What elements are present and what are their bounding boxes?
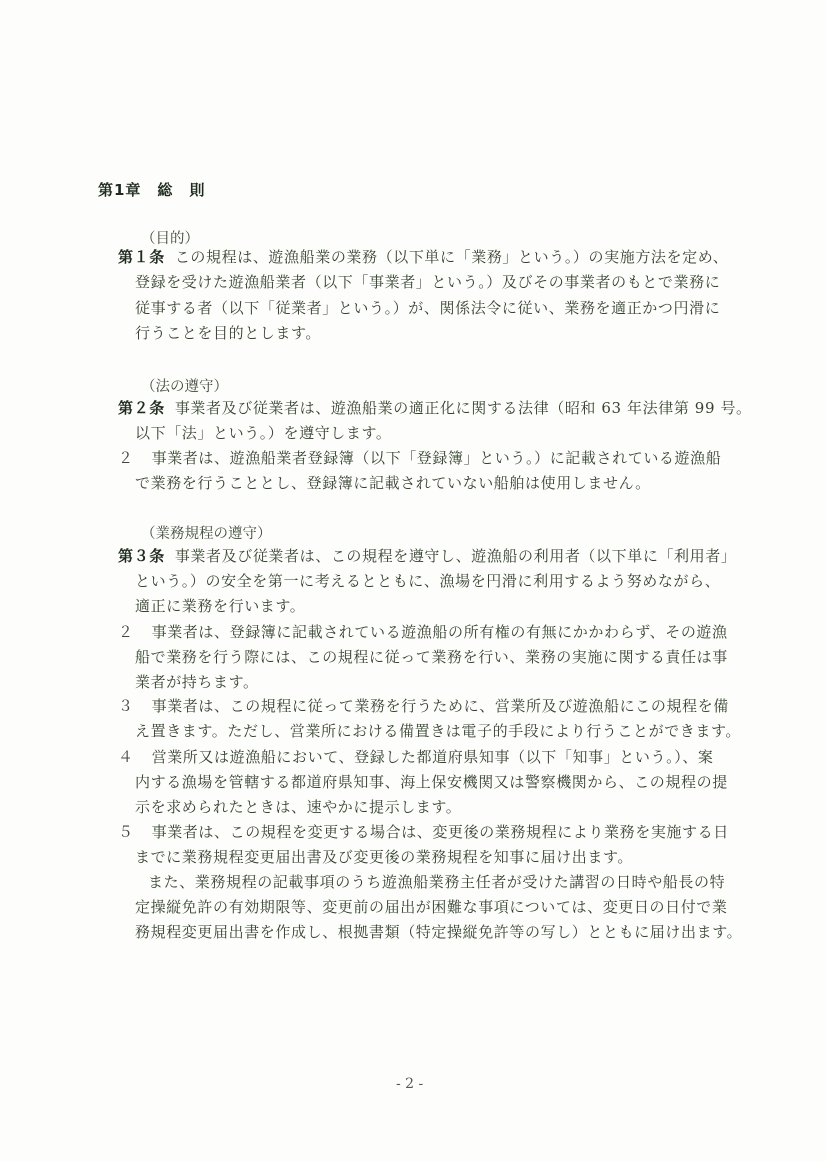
article-3-line-3: 適正に業務を行います。	[135, 597, 306, 615]
article-3-para-4-line-2: 内する漁場を管轄する都道府県知事、海上保安機関又は警察機関から、この規程の提	[135, 773, 728, 791]
article-3-para-2-line-2: 船で業務を行う際には、この規程に従って業務を行い、業務の実施に関する責任は事	[135, 648, 728, 666]
article-3-line-1	[118, 546, 736, 566]
article-3-para-2-text-1: 事業者は、登録簿に記載されている遊漁船の所有権の有無にかかわらず、その遊漁	[151, 623, 728, 641]
article-3-para-4-number: ４	[118, 748, 134, 766]
article-3-para-5-text-1: 事業者は、この規程を変更する場合は、変更後の業務規程により業務を実施する日	[151, 823, 729, 841]
article-2-para-2-number: ２	[118, 449, 134, 467]
article-3-line-2: という。）の安全を第一に考えるとともに、漁場を円滑に利用するよう努めながら、	[135, 572, 721, 590]
article-2-para-2-line-1	[118, 448, 721, 468]
article-1-label: 第１条	[118, 248, 165, 266]
article-1-line-4: 行うことを目的とします。	[135, 324, 322, 342]
article-3-para-5-line-4: 定操縦免許の有効期限等、変更前の届出が困難な事項については、変更日の日付で業	[135, 898, 728, 916]
article-2-para-2-text-1: 事業者は、遊漁船業者登録簿（以下「登録簿」という。）に記載されている遊漁船	[151, 449, 722, 467]
article-2-line-2: 以下「法」という。）を遵守します。	[135, 424, 392, 442]
article-3-para-4-text-1: 営業所又は遊漁船において、登録した都道府県知事（以下「知事」という。）、案	[151, 748, 714, 766]
article-3-para-5-number: ５	[118, 823, 134, 841]
article-3-para-3-line-2: え置きます。ただし、営業所における備置きは電子的手段により行うことができます。	[135, 722, 742, 740]
article-3-para-3-line-1	[118, 696, 729, 716]
article-2-text-1: 事業者及び従業者は、遊漁船業の適正化に関する法律（昭和 63 年法律第 99 号。	[174, 399, 752, 417]
page-number: - 2 -	[396, 1076, 424, 1092]
article-3-para-4-line-1	[118, 747, 714, 767]
article-3-para-2-line-1	[118, 622, 728, 642]
article-3-para-3-text-1: 事業者は、この規程に従って業務を行うために、営業所及び遊漁船にこの規程を備	[151, 697, 729, 715]
article-3-para-3-number: ３	[118, 697, 134, 715]
article-2-label: 第２条	[118, 399, 165, 417]
article-3-para-5-line-3: また、業務規程の記載事項のうち遊漁船業務主任者が受けた講習の日時や船長の特	[148, 873, 726, 891]
chapter-title: 第1章 総 則	[98, 181, 206, 199]
article-3-label: 第３条	[118, 547, 165, 565]
article-3-para-4-line-3: 示を求められたときは、速やかに提示します。	[135, 798, 462, 816]
article-1-text-1: この規程は、遊漁船業の業務（以下単に「業務」という。）の実施方法を定め、	[174, 248, 729, 266]
article-3-para-5-line-5: 務規程変更届出書を作成し、根拠書類（特定操縦免許等の写し）とともに届け出ます。	[135, 923, 743, 941]
article-3-para-5-line-1	[118, 822, 729, 842]
article-1-heading: （目的）	[141, 231, 199, 247]
article-3-para-2-number: ２	[118, 623, 134, 641]
article-1-line-1	[118, 247, 728, 267]
article-3-text-1: 事業者及び従業者は、この規程を遵守し、遊漁船の利用者（以下単に「利用者」	[174, 547, 737, 565]
article-2-heading: （法の遵守）	[141, 379, 228, 395]
article-2-para-2-line-2: で業務を行うこととし、登録簿に記載されていない船舶は使用しません。	[135, 474, 651, 492]
article-3-heading: （業務規程の遵守）	[141, 526, 272, 542]
article-1-line-3: 従事する者（以下「従業者」という。）が、関係法令に従い、業務を適正かつ円滑に	[135, 299, 721, 317]
article-3-para-2-line-3: 業者が持ちます。	[135, 673, 259, 691]
article-1-line-2: 登録を受けた遊漁船業者（以下「事業者」という。）及びその事業者のもとで業務に	[135, 273, 721, 291]
article-3-para-5-line-2: までに業務規程変更届出書及び変更後の業務規程を知事に届け出ます。	[135, 848, 634, 866]
article-2-line-1	[118, 398, 752, 418]
